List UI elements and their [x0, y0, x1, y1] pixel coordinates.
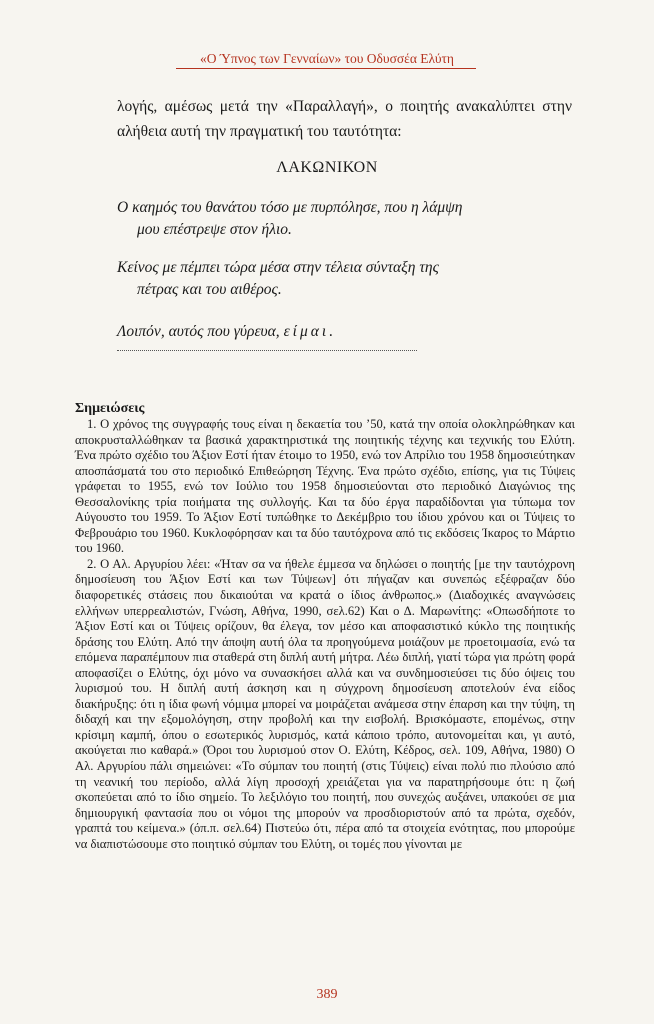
stanza-1-line-1: Ο καημός του θανάτου τόσο με πυρπόλησε, που η λάμψη: [117, 199, 463, 216]
note-2: 2. Ο Αλ. Αργυρίου λέει: «Ήταν σα να ήθελε έμμεσα να δηλώσει ο ποιητής [με την ταυτόχρονη δημοσίευση του Άξιον Εστί και των Τύψεων] ότι πήγαζαν και συνεπώς εξέφραζαν δύο διαφορετικές στάσεις που δικαιούται να κρατά ο ίδιος άνθρωπος.» (Διαδοχικές αναγνώσεις ελλήνων υπερρεαλιστών, Γνώση, Αθήνα, 1990, σελ.62) Και ο Δ. Μαρωνίτης: «Οπωσδήποτε το Άξιον Εστί και οι Τύψεις ορίζουν, θα έλεγα, τον μέσο και αποφασιστικό κύκλο της ποιητικής δράσης του Ελύτη. Από την άποψη αυτή όλα τα προηγούμενα μοιάζουν με προετοιμασία, ενώ τα επόμενα παραπέμπουν πια σταθερά στη διπλή αυτή μήτρα. Λέω διπλή, γιατί τώρα για πρώτη φορά αποφασίζει ο Ελύτης, όχι μόνο να συνασκήσει αλλά και να συνδημοσιεύσει τις δύο όψεις του λυρισμού του. Η διπλή αυτή άσκηση και η σύγχρονη δημοσίευση αποτελούν ένα είδος διακήρυξης: ότι η ίδια φωνή νόμιμα μπορεί να μοιράζεται ανάμεσα στην έπαρση και την τύψη, τη διδαχή και την εξομολόγηση, στην προβολή και την εισβολή. Βρισκόμαστε, επομένως, στην κρίσιμη καμπή, όπου ο εσωτερικός λυρισμός, κατά κάποιο τρόπο, αυτονομείται και, γι αυτό, ακούγεται πιο καθαρά.» (Όροι του λυρισμού στον Ο. Ελύτη, Κέδρος, σελ. 109, Αθήνα, 1980) Ο Αλ. Αργυρίου πάλι σημειώνει: «Το σύμπαν του ποιητή (στις Τύψεις) είναι πολύ πιο πλούσιο από τη νεανική του περίοδο, αλλά λίγη προσοχή χρειάζεται για να παρατηρήσουμε ότι: η ζωή σκοπεύεται από το ίδιο σημείο. Το λεξιλόγιο του ποιητή, που συνεχώς αυξάνει, υπακούει σε μια δημιουργική φαντασία που οι νόμοι της μπορούν να προσδιοριστούν από τα πρώτα, σχεδόν, γραπτά του κείμενα.» (όπ.π. σελ.64) Πιστεύω ότι, πέρα από τα στοιχεία ενότητας, που μπορούμε να διαπιστώσουμε στο ποιητικό σύμπαν του Ελύτη, οι τομές που γίνονται με: [75, 556, 575, 851]
poem-stanza-2: [117, 257, 557, 301]
page-number: 389: [316, 987, 338, 1002]
stanza-3-line-1-text: Λοιπόν, αυτός που γύρευα,: [117, 323, 284, 340]
running-header: «Ο Ύπνος των Γενναίων» του Οδυσσέα Ελύτη: [200, 51, 454, 66]
poem-stanza-1: [117, 197, 557, 241]
poem-title: ΛΑΚΩΝΙΚΟΝ: [276, 159, 378, 176]
dotted-separator: [117, 350, 417, 351]
stanza-2-line-2: πέτρας και του αιθέρος.: [137, 281, 282, 298]
stanza-1-line-2: μου επέστρεψε στον ήλιο.: [137, 221, 292, 238]
stanza-3-line-1: [117, 321, 557, 343]
note-1: 1. Ο χρόνος της συγγραφής τους είναι η δεκαετία του ’50, κατά την οποία ολοκληρώθηκαν και αποκρυσταλλώθηκαν τα βασικά χαρακτηριστικά της ποιητικής τέχνης και τεχνικής του Ελύτη. Ένα πρώτο σχέδιο του Άξιον Εστί ήταν έτοιμο το 1950, ενώ τον Απρίλιο του 1958 δημοσιεύτηκαν αποσπάσματά του στο περιοδικό Επιθεώρηση Τέχνης. Ένα πρώτο σχέδιο, επίσης, για τις Τύψεις γράφεται το 1955, ενώ τον Ιούλιο του 1958 δημοσιεύονται στο περιοδικό Διαγώνιος της Θεσσαλονίκης τρία ποιήματα της συλλογής. Και τα δύο έργα παραδίδονται για τύπωμα τον Αύγουστο του 1959. Το Άξιον Εστί τυπώθηκε το Δεκέμβριο του ίδιου χρόνου και οι Τύψεις το Φεβρουάριο του 1960. Κυκλοφόρησαν και τα δύο ταυτόχρονα από τις εκδόσεις Ίκαρος το Μάρτιο του 1960.: [75, 417, 575, 556]
notes-body: [75, 417, 575, 852]
notes-heading: Σημειώσεις: [75, 401, 145, 416]
header-underline: [176, 68, 476, 69]
poem-stanza-3: [117, 321, 557, 343]
intro-paragraph: λογής, αμέσως μετά την «Παραλλαγή», ο ποιητής ανακαλύπτει στην αλήθεια αυτή την πραγματική του ταυτότητα:: [117, 98, 572, 140]
stanza-3-spaced-word: είμαι.: [283, 323, 337, 340]
stanza-2-line-1: Κείνος με πέμπει τώρα μέσα στην τέλεια σύνταξη της: [117, 259, 439, 276]
